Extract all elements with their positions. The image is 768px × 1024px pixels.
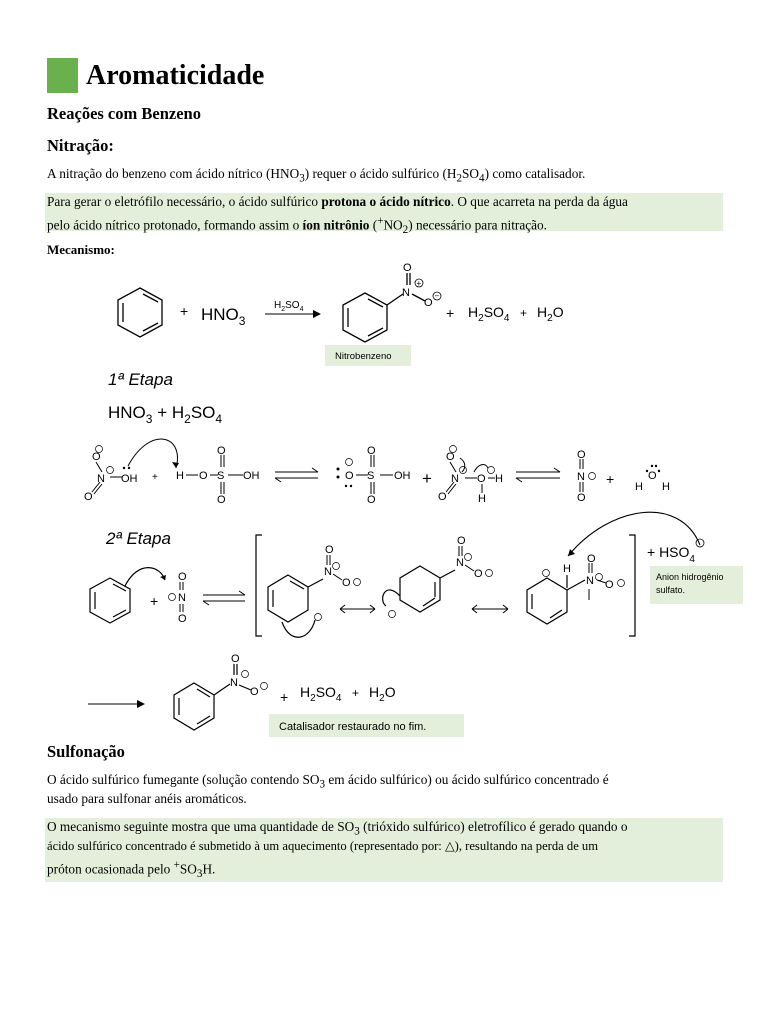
svg-text:O: O (178, 571, 187, 583)
svg-text:+: + (606, 471, 615, 487)
resonance-arrow-2 (472, 605, 508, 613)
svg-text:O: O (438, 491, 447, 503)
nitracao-box-line1: Para gerar o eletrófilo necessário, o ácido sulfúrico protona o ácido nítrico. O que acarreta na perda da água (47, 194, 628, 209)
anion-label-line2: sulfato. (656, 585, 686, 595)
svg-text:+: + (150, 593, 159, 609)
svg-text:O: O (325, 544, 334, 556)
sulfonacao-box-line2: ácido sulfúrico concentrado é submetido à um aquecimento (representado por: △), resultando na perda de um (47, 839, 599, 853)
h2so4-product: $H_2SO_4$ (468, 304, 510, 324)
svg-text:O: O (367, 445, 376, 457)
equilibrium-arrow-1 (275, 468, 318, 482)
svg-text:N: N (324, 566, 332, 578)
svg-text:O: O (178, 613, 187, 625)
nitrobenzene-final (174, 664, 251, 730)
sulfonacao-heading: Sulfonação (47, 742, 125, 761)
svg-text:+: + (152, 472, 158, 483)
nitrobenzene-product (343, 273, 425, 342)
svg-text:O: O (92, 451, 101, 463)
svg-text:O: O (648, 470, 657, 482)
svg-text:−: − (434, 291, 440, 301)
svg-text:O: O (84, 491, 93, 503)
sulfonacao-box-line1: O mecanismo seguinte mostra que uma quantidade de $SO_3$ (trióxido sulfúrico) eletrofílico é gerado quando o (47, 819, 628, 838)
svg-text:O: O (474, 568, 483, 580)
svg-text:OH: OH (394, 470, 411, 482)
h2so4-catalyst-label: $H_2SO_4$ (274, 300, 304, 313)
sulfonacao-line1: O ácido sulfúrico fumegante (solução contendo $SO_3$ em ácido sulfúrico) ou ácido sulfúrico concentrado é (47, 772, 609, 791)
sulfonacao-box-line3: próton ocasionada pelo $^+SO_3H$. (47, 859, 216, 881)
svg-text:O: O (457, 535, 466, 547)
right-bracket (629, 535, 635, 636)
sigma-complex-1 (268, 575, 323, 637)
etapa1-label: 1ª Etapa (108, 370, 173, 389)
sulfonacao-line2: usado para sulfonar anéis aromáticos. (47, 791, 247, 806)
svg-text:O: O (577, 492, 586, 504)
h2o-product: $H_2O$ (537, 304, 564, 324)
hso4-label: + $HSO_4$ (647, 544, 695, 565)
svg-text:O: O (217, 494, 226, 506)
svg-text:N: N (456, 557, 464, 569)
svg-text:O: O (367, 494, 376, 506)
svg-text:O: O (577, 449, 586, 461)
equilibrium-arrow-3 (203, 591, 245, 605)
svg-text:O: O (342, 577, 351, 589)
equilibrium-arrow-2 (516, 468, 560, 482)
svg-text:N: N (402, 287, 410, 299)
left-bracket (256, 535, 262, 636)
section-subtitle: Reações com Benzeno (47, 104, 201, 123)
plus-1: + (180, 303, 189, 319)
svg-text:O: O (446, 451, 455, 463)
svg-text:O: O (250, 686, 259, 698)
plus-final-1: + (280, 689, 289, 705)
svg-text:O: O (403, 262, 412, 274)
svg-text:OH: OH (121, 473, 138, 485)
svg-text:H: H (563, 563, 571, 575)
plus-final-2: + (352, 686, 360, 700)
mecanismo-label: Mecanismo: (47, 242, 115, 257)
svg-text:N: N (230, 677, 238, 689)
svg-text:O: O (587, 553, 596, 565)
h2o-final: $H_2O$ (369, 684, 396, 704)
svg-text:+: + (416, 279, 422, 288)
svg-text:O: O (424, 297, 433, 309)
etapa1-equation: $HNO_3 + H_2SO_4$ (108, 403, 223, 426)
page-title: Aromaticidade (86, 60, 265, 91)
svg-text:N: N (97, 473, 105, 485)
nitracao-intro: A nitração do benzeno com ácido nítrico $(HNO_3)$ requer o ácido sulfúrico $(H_2SO_4)$ como catalisador. (47, 166, 586, 185)
svg-text:O: O (231, 653, 240, 665)
sigma-complex-2 (383, 566, 455, 612)
hno3-label: $HNO_3$ (201, 305, 246, 328)
svg-text:H: H (176, 470, 184, 482)
nitrobenzeno-label: Nitrobenzeno (335, 351, 392, 362)
resonance-arrow-1 (340, 605, 375, 613)
svg-text:S: S (367, 470, 375, 482)
svg-text:H: H (478, 493, 486, 505)
svg-text:H: H (662, 481, 670, 493)
svg-text:O: O (605, 579, 614, 591)
svg-text:O: O (477, 473, 486, 485)
svg-text:O: O (345, 470, 354, 482)
plus-3: + (520, 306, 528, 320)
svg-text:S: S (217, 470, 225, 482)
svg-text:N: N (577, 471, 585, 483)
svg-text:H: H (495, 473, 503, 485)
svg-text:H: H (635, 481, 643, 493)
svg-text:N: N (451, 473, 459, 485)
h2so4-final: $H_2SO_4$ (300, 684, 342, 704)
bisulfate-structure (356, 455, 393, 494)
etapa2-label: 2ª Etapa (106, 529, 171, 548)
svg-text:N: N (178, 592, 186, 604)
catalisador-label: Catalisador restaurado no fim. (279, 721, 427, 733)
anion-label-line1: Anion hidrogênio (656, 572, 724, 582)
sigma-complex-3 (527, 575, 585, 624)
benzene-reactant (118, 288, 162, 337)
svg-text:OH: OH (243, 470, 260, 482)
svg-text:O: O (217, 445, 226, 457)
nitracao-heading: Nitração: (47, 136, 114, 155)
plus-2: + (446, 305, 455, 321)
svg-text:O: O (199, 470, 208, 482)
svg-text:N: N (586, 575, 594, 587)
nitracao-box-line2: pelo ácido nítrico protonado, formando assim o íon nitrônio $(^+NO_2)$ necessário para nitração. (47, 215, 548, 237)
svg-text:+: + (422, 469, 432, 488)
